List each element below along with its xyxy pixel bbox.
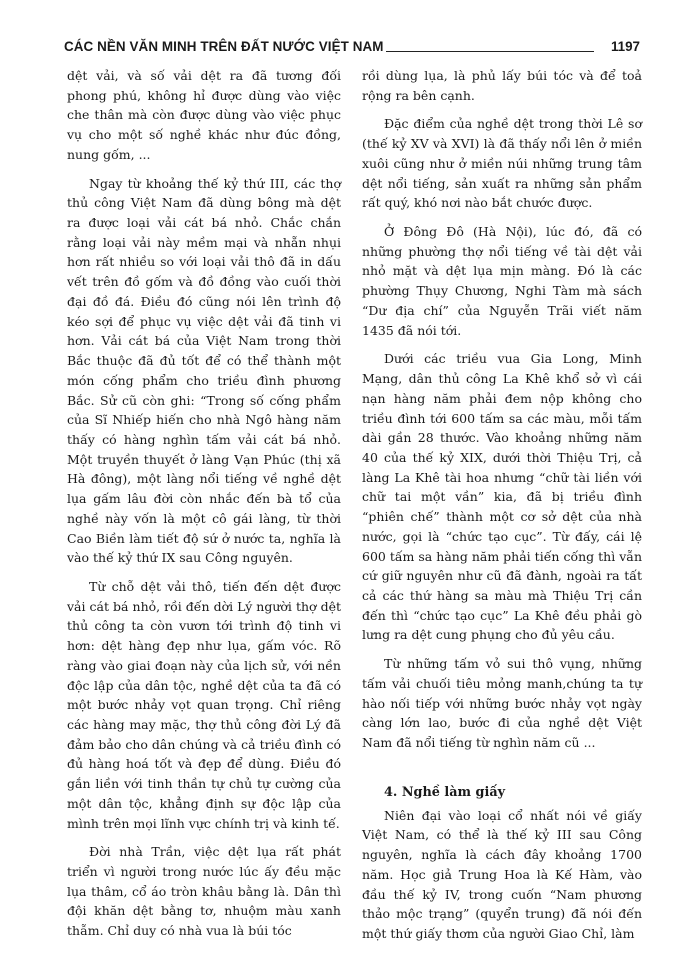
paragraph: Từ những tấm vỏ sui thô vụng, những tấm vải chuối tiêu mỏng manh,chúng ta tự hào nối tiếp với những bước nhảy vọt ngày càng lớn lao, bước đi của nghề dệt Việt Nam đã nổi tiếng từ nghìn năm cũ ... (362, 656, 642, 750)
header-title: CÁC NỀN VĂN MINH TRÊN ĐẤT NƯỚC VIỆT NAM (64, 39, 384, 54)
paragraph: Đời nhà Trần, việc dệt lụa rất phát triển vì người trong nước lúc ấy đều mặc lụa thâm, cổ áo tròn khâu bằng là. Dân thì đội khăn dệt bằng tơ, nhuộm màu xanh thẫm. Chỉ duy có nhà vua là búi tóc (67, 844, 341, 939)
paragraph: Đặc điểm của nghề dệt trong thời Lê sơ (thế kỷ XV và XVI) là đã thấy nổi lên ở miền xuôi cũng như ở miền núi những trung tâm dệt nổi tiếng, sản xuất ra những sản phẩm rất quý, khó nơi nào bắt chước được. (362, 116, 642, 211)
paragraph: Ở Đông Đô (Hà Nội), lúc đó, đã có những phường thợ nổi tiếng về tài dệt vải nhỏ mặt và dệt lụa mịn màng. Đó là các phường Thụy Chương, Nghi Tàm mà sách “Dư địa chí” của Nguyễn Trãi viết năm 1435 đã nói tới. (362, 224, 642, 338)
section-heading: 4. Nghề làm giấy (384, 784, 506, 800)
paragraph: rồi dùng lụa, là phủ lấy búi tóc và để toả rộng ra bên cạnh. (362, 68, 642, 103)
paragraph: Ngay từ khoảng thế kỷ thứ III, các thợ thủ công Việt Nam đã dùng bông mà dệt ra được loại vải cát bá nhỏ. Chắc chắn rằng loại vải này mềm mại và nhẵn nhụi hơn rất nhiều so với loại vải thô đã in dấu vết trên đồ gốm và đồ đồng vào cuối thời đại đồ đá. Điều đó cũng nói lên trình độ kéo sợi để phục vụ việc dệt vải đã tinh vi hơn. Vải cát bá của Việt Nam trong thời Bắc thuộc đã đủ tốt để có thể thành một món cống phẩm cho triều đình phương Bắc. Sử cũ còn ghi: “Trong số cống phẩm của Sĩ Nhiếp hiến cho nhà Ngô hàng năm thấy có hàng nghìn tấm vải cát bá nhỏ. Một truyền thuyết ở làng Vạn Phúc (thị xã Hà đông), một làng nổi tiếng về nghề dệt lụa gấm lâu đời còn nhắc đến bà tổ của nghề này vốn là một cô gái làng, từ thời Cao Biền làm tiết độ sứ ở nước ta, nghĩa là vào thế kỷ thứ IX sau Công nguyên. (67, 175, 341, 566)
right-column (362, 66, 642, 944)
paragraph: Từ chỗ dệt vải thô, tiến đến dệt được vải cát bá nhỏ, rồi đến dời Lý người thợ dệt thủ công ta còn vươn tới trình độ tinh vi hơn: dệt hàng đẹp như lụa, gấm vóc. Rõ ràng vào giai đoạn này của lịch sử, với nền độc lập của dân tộc, nghề dệt của ta đã có một bước nhảy vọt quan trọng. Chỉ riêng các hàng may mặc, thợ thủ công đời Lý đã đảm bảo cho dân chúng và cả triều đình có đủ hàng hoá tốt và đẹp để dùng. Điều đó gắn liền với tinh thần tự chủ tự cường của một dân tộc, khẳng định sự độc lập của mình trên mọi lĩnh vực chính trị và kinh tế. (67, 578, 341, 831)
paragraph: Niên đại vào loại cổ nhất nói về giấy Việt Nam, có thể là thế kỷ III sau Công nguyên, nghĩa là cách đây khoảng 1700 năm. Học giả Trung Hoa là Kế Hàm, vào đầu thế kỷ IV, trong cuốn “Nam phương thảo mộc trạng” (quyển trung) đã nói đến một thứ giấy thơm của người Giao Chỉ, làm (362, 807, 642, 942)
left-column (67, 66, 341, 941)
running-header (64, 38, 640, 60)
paragraph: Dưới các triều vua Gia Long, Minh Mạng, dân thủ công La Khê khổ sở vì cái nạn hàng năm phải đem nộp không cho triều đình tới 600 tấm sa các màu, mỗi tấm dài gần 28 thước. Vào khoảng những năm 40 của thế kỷ XIX, dưới thời Thiệu Trị, cả làng La Khê tài hoa nhưng “chữ tài liền với chữ tai một vần” kia, đã bị triều đình “phiên chế” thành một cơ sở dệt của nhà nước, gọi là “chức tạo cục”. Từ đấy, cái lệ 600 tấm sa hàng năm phải tiến cống thì vẫn cứ giữ nguyên như cũ đã đành, ngoài ra tất cả các thứ hàng sa màu mà Thiệu Trị cần đến thì “chức tạo cục” La Khê đều phải gò lưng ra dệt cung phụng cho đủ yêu cầu. (362, 351, 642, 643)
page-number: 1197 (610, 39, 640, 54)
header-rule (386, 51, 594, 52)
paragraph: dệt vải, và số vải dệt ra đã tương đối phong phú, không hỉ được dùng vào việc che thân mà còn được dùng vào việc phục vụ cho một số nghề khác như đúc đồng, nung gốm, ... (67, 68, 341, 162)
